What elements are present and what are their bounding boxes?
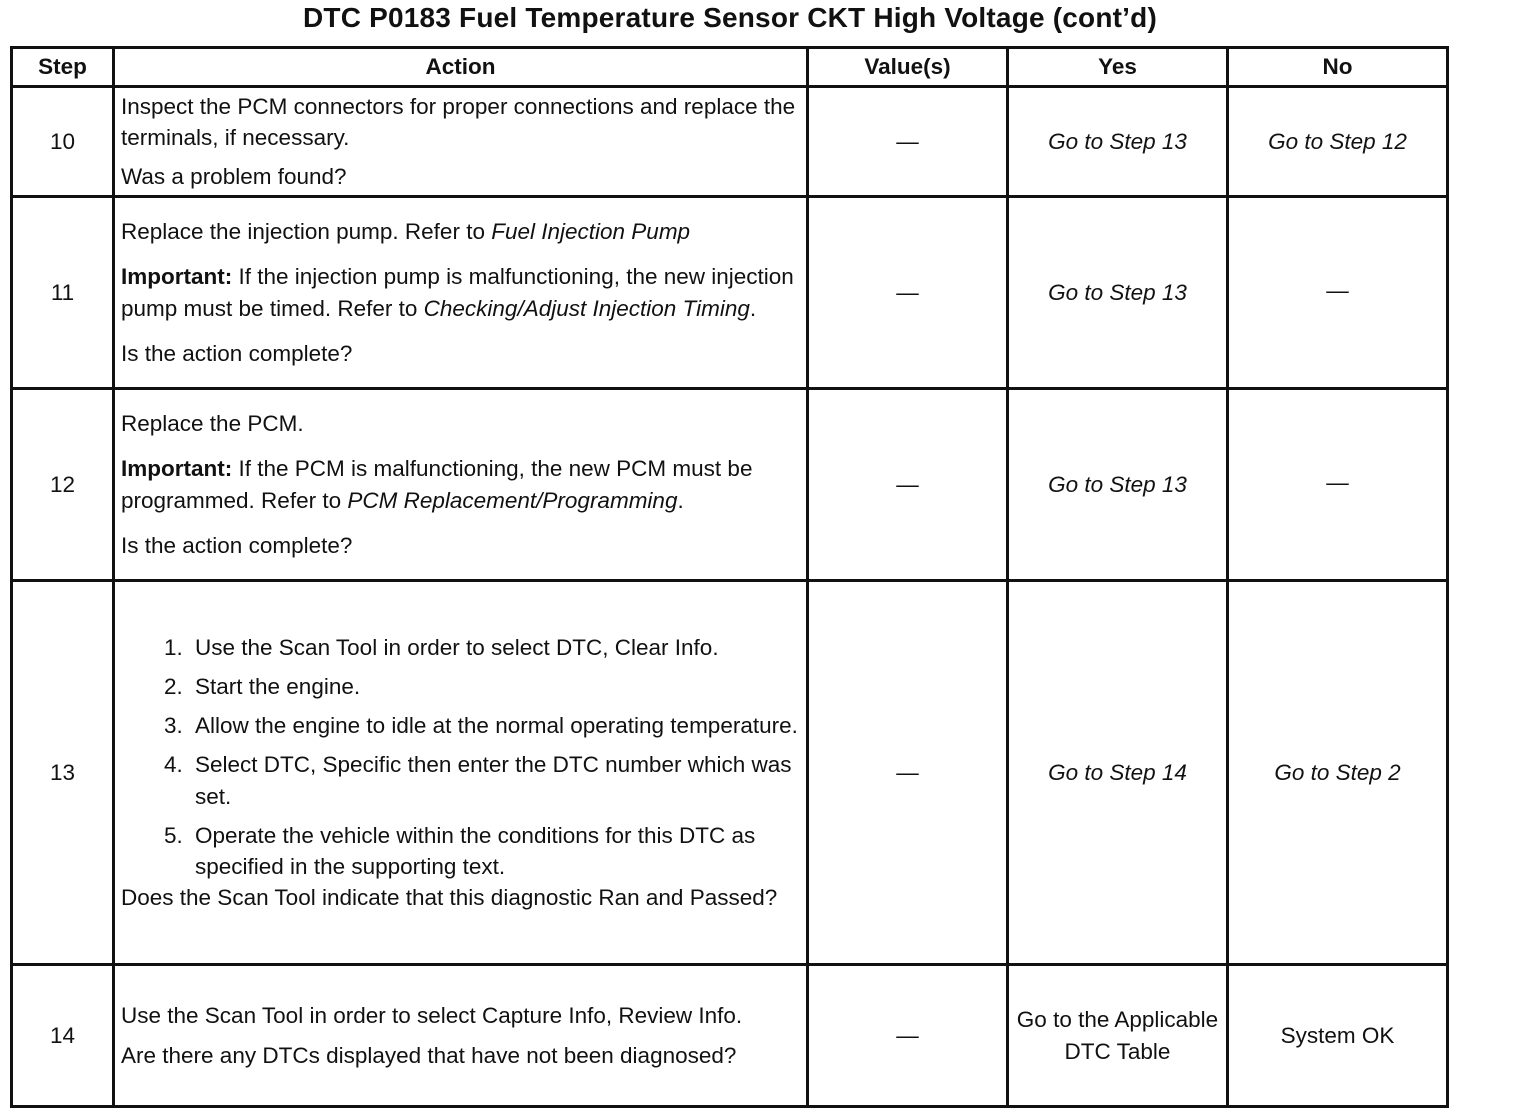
action-text <box>121 216 800 247</box>
list-item: 3. Allow the engine to idle at the normal operating temperature. <box>189 710 800 741</box>
no-dash: — <box>1326 469 1349 495</box>
page-title: DTC P0183 Fuel Temperature Sensor CKT High Voltage (cont’d) <box>302 2 1157 33</box>
value-dash: — <box>896 759 919 785</box>
value-cell <box>808 197 1008 389</box>
no-cell: System OK <box>1228 965 1448 1107</box>
important-note <box>121 453 800 515</box>
value-dash: — <box>896 1022 919 1048</box>
yes-cell: Go to Step 14 <box>1008 581 1228 965</box>
action-question: Does the Scan Tool indicate that this diagnostic Ran and Passed? <box>121 884 778 910</box>
action-cell <box>114 581 808 965</box>
action-question: Is the action complete? <box>121 532 353 558</box>
table-row <box>12 87 1448 197</box>
yes-cell: Go to Step 13 <box>1008 389 1228 581</box>
action-question: Are there any DTCs displayed that have not been diagnosed? <box>121 1042 737 1068</box>
step-number: 12 <box>12 389 114 581</box>
important-note <box>121 261 800 323</box>
value-cell <box>808 389 1008 581</box>
list-item: 2. Start the engine. <box>189 671 800 702</box>
header-row <box>12 48 1448 87</box>
list-item: 5. Operate the vehicle within the conditions for this DTC as specified in the supporting text. <box>189 820 800 882</box>
action-question: Is the action complete? <box>121 340 353 366</box>
no-cell: Go to Step 12 <box>1228 87 1448 197</box>
no-cell <box>1228 389 1448 581</box>
action-text-part: Replace the injection pump. Refer to <box>121 219 492 245</box>
action-cell <box>114 965 808 1107</box>
action-cell <box>114 87 808 197</box>
list-item: 4. Select DTC, Specific then enter the DTC number which was set. <box>189 749 800 811</box>
action-text: Use the Scan Tool in order to select Capture Info, Review Info. <box>121 1003 743 1029</box>
table-row <box>12 965 1448 1107</box>
header-yes: Yes <box>1008 48 1228 87</box>
important-end: . <box>749 295 757 321</box>
yes-cell: Go to Step 13 <box>1008 87 1228 197</box>
important-label: Important: <box>121 456 233 482</box>
diagnostic-table <box>10 46 1449 1108</box>
action-text: Replace the PCM. <box>121 411 304 437</box>
important-end: . <box>677 487 684 513</box>
step-number: 13 <box>12 581 114 965</box>
list-item: 1. Use the Scan Tool in order to select DTC, Clear Info. <box>189 632 800 663</box>
action-text: Inspect the PCM connectors for proper connections and replace the terminals, if necessary. <box>121 93 796 150</box>
header-action: Action <box>114 48 808 87</box>
action-question: Was a problem found? <box>121 164 347 190</box>
header-values: Value(s) <box>808 48 1008 87</box>
important-label: Important: <box>121 264 233 290</box>
no-dash: — <box>1326 277 1349 303</box>
reference-injection-timing: Checking/Adjust Injection Timing <box>423 295 750 321</box>
table-row <box>12 389 1448 581</box>
important-text: If the injection pump is malfunctioning, the new injection pump must be timed. Refer to <box>121 264 794 321</box>
value-dash: — <box>896 471 919 497</box>
reference-fuel-injection-pump: Fuel Injection Pump <box>491 219 691 245</box>
table-row <box>12 197 1448 389</box>
value-cell <box>808 581 1008 965</box>
yes-cell: Go to the Applicable DTC Table <box>1008 965 1228 1107</box>
no-cell: Go to Step 2 <box>1228 581 1448 965</box>
value-cell <box>808 87 1008 197</box>
value-dash: — <box>896 128 919 154</box>
step-number: 14 <box>12 965 114 1107</box>
value-dash: — <box>896 279 919 305</box>
procedure-list <box>121 632 800 881</box>
yes-cell: Go to Step 13 <box>1008 197 1228 389</box>
header-no: No <box>1228 48 1448 87</box>
important-text: If the PCM is malfunctioning, the new PCM must be programmed. Refer to <box>121 456 753 513</box>
step-number: 11 <box>12 197 114 389</box>
table-row <box>12 581 1448 965</box>
no-cell <box>1228 197 1448 389</box>
value-cell <box>808 965 1008 1107</box>
step-number: 10 <box>12 87 114 197</box>
reference-pcm-programming: PCM Replacement/Programming <box>347 487 678 513</box>
action-cell <box>114 389 808 581</box>
header-step: Step <box>12 48 114 87</box>
action-cell <box>114 197 808 389</box>
